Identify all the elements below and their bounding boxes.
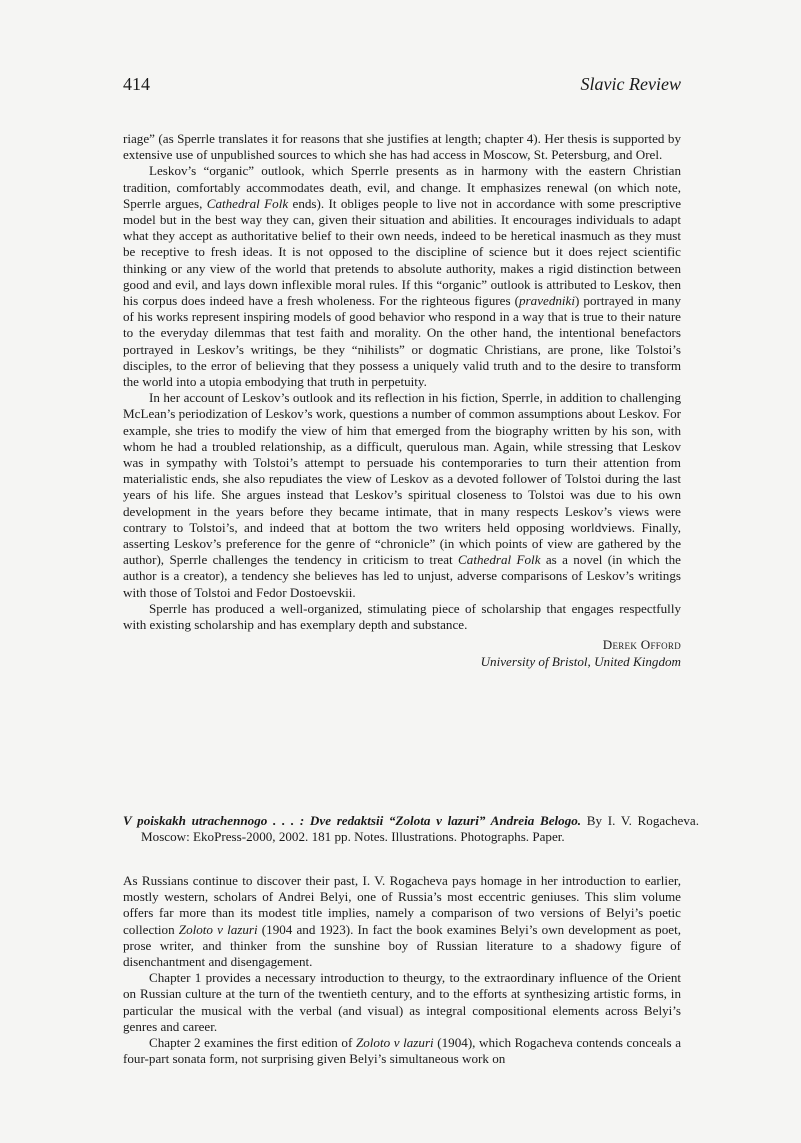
- book-details: By I. V. Rogacheva. Moscow: EkoPress-2000, 2002. 181 pp. Notes. Illustrations. Photographs. Paper.: [141, 813, 699, 845]
- review-1-paragraph: riage” (as Sperrle translates it for reasons that she justifies at length; chapter 4). Her thesis is supported by extensive use of unpublished sources to which she has had access in Moscow, St. Petersburg, and Orel.: [123, 131, 681, 163]
- review-2-paragraph: As Russians continue to discover their past, I. V. Rogacheva pays homage in her introduction to earlier, mostly western, scholars of Andrei Belyi, one of Russia’s most eccentric geniuses. This slim volume offers far more than its modest title implies, namely a comparison of two versions of Belyi’s poetic collection Zoloto v lazuri (1904 and 1923). In fact the book examines Belyi’s own development as poet, prose writer, and thinker from the sunshine boy of Russian literature to a shadowy figure of disenchantment and disengagement.: [123, 873, 681, 970]
- journal-title: Slavic Review: [580, 74, 681, 94]
- book-title: V poiskakh utrachennogo . . . : Dve redaktsii “Zolota v lazuri” Andreia Belogo.: [123, 813, 582, 828]
- review-2: [123, 873, 681, 1067]
- page-number: 414: [123, 74, 150, 94]
- review-1-paragraph: Sperrle has produced a well-organized, stimulating piece of scholarship that engages respectfully with existing scholarship and has exemplary depth and substance.: [123, 600, 681, 633]
- review-1-paragraph: In her account of Leskov’s outlook and its reflection in his fiction, Sperrle, in addition to challenging McLean’s periodization of Leskov’s work, questions a number of common assumptions about Leskov. For example, she tries to modify the view of him that emerged from the biography written by his son, with whom he had a troubled relationship, as a difficult, querulous man. Again, while stressing that Leskov was in sympathy with Tolstoi’s attempt to persuade his contemporaries to turn their attention from materialistic ends, she also repudiates the view of Leskov as a devoted follower of Tolstoi during the last years of his life. She argues instead that Leskov’s spiritual closeness to Tolstoi was due to his own development in the years before they became intimate, that in many respects Leskov’s views were contrary to Tolstoi’s, and indeed that at bottom the two writers held opposing worldviews. Finally, asserting Leskov’s preference for the genre of “chronicle” (in which points of view are gathered by the author), Sperrle challenges the tendency in criticism to treat Cathedral Folk as a novel (in which the author is a creator), a tendency she believes has led to unjust, adverse comparisons of Leskov’s writings with those of Tolstoi and Fedor Dostoevskii.: [123, 390, 681, 600]
- running-header: [123, 74, 681, 95]
- review-2-paragraph: Chapter 2 examines the first edition of Zoloto v lazuri (1904), which Rogacheva contends conceals a four-part sonata form, not surprising given Belyi’s simultaneous work on: [123, 1035, 681, 1067]
- reviewer-signature: [123, 637, 681, 669]
- reviewer-affiliation: University of Bristol, United Kingdom: [480, 653, 681, 669]
- book-citation: [123, 813, 699, 846]
- review-1-paragraph: Leskov’s “organic” outlook, which Sperrle presents as in harmony with the eastern Christian tradition, comfortably accommodates death, evil, and change. It emphasizes renewal (on which note, Sperrle argues, Cathedral Folk ends). It obliges people to live not in accordance with some prescriptive model but in the best way they can, given their situation and abilities. It encourages individuals to adapt what they accept as authoritative belief to their own needs, indeed to be heretical inasmuch as they must be receptive to fresh ideas. It is not opposed to the discipline of science but it does reject scientific thinking or any view of the world that pretends to absolute authority, makes a rigid distinction between good and evil, and lays down inflexible moral rules. If this “organic” outlook is attributed to Leskov, then his corpus does indeed have a fresh wholeness. For the righteous figures (pravedniki) portrayed in many of his works represent inspiring models of good behavior who respond in a way that is true to their nature to the everyday dilemmas that test faith and morality. On the other hand, the intentional benefactors portrayed in Leskov’s writings, be they “nihilists” or dogmatic Christians, are prone, like Tolstoi’s disciples, to the error of believing that they possess a uniquely valid truth and to the desire to transform the world into a utopia embodying that truth in perpetuity.: [123, 163, 682, 390]
- review-1: [123, 131, 681, 670]
- reviewer-name: Derek Offord: [602, 637, 681, 653]
- review-2-paragraph: Chapter 1 provides a necessary introduction to theurgy, to the extraordinary influence of the Orient on Russian culture at the turn of the twentieth century, and to the efforts at synthesizing artistic forms, in particular the musical with the verbal (and visual) as integral compositional elements across Belyi’s genres and career.: [123, 970, 681, 1034]
